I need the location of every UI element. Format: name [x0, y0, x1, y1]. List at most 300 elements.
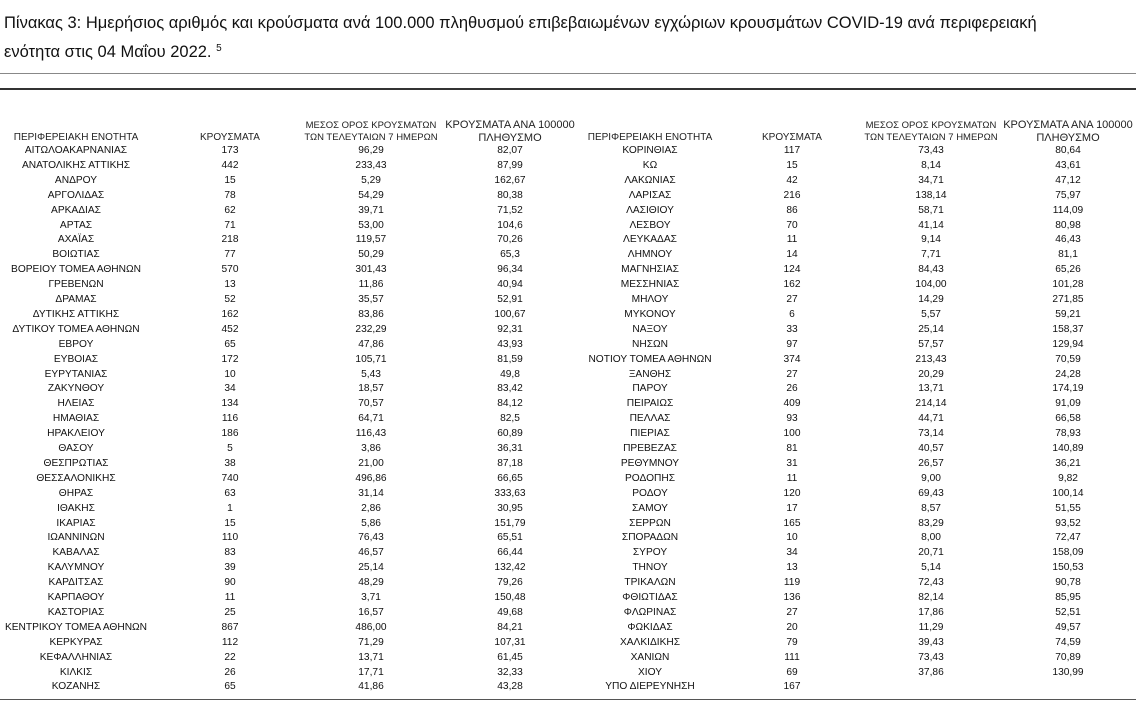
- cell-avg7-right: 7,71: [921, 249, 941, 261]
- cell-region-left: ΑΝΑΤΟΛΙΚΗΣ ΑΤΤΙΚΗΣ: [21, 159, 131, 171]
- cell-avg7-right: 8,57: [921, 502, 941, 514]
- cell-per100k-right: 78,93: [1055, 428, 1081, 440]
- cell-region-right: ΜΑΓΝΗΣΙΑΣ: [621, 264, 679, 276]
- table-header: [0, 106, 1136, 144]
- cell-cases-left: 11: [224, 592, 236, 603]
- table-row: [0, 353, 1136, 368]
- cell-avg7-left: 21,00: [358, 457, 384, 469]
- cell-cases-left: 77: [224, 249, 236, 261]
- cell-per100k-left: 32,33: [497, 666, 523, 678]
- cell-avg7-right: 213,43: [915, 353, 947, 365]
- cell-per100k-left: 87,99: [497, 159, 523, 171]
- cell-region-right: ΧΙΟΥ: [637, 666, 663, 678]
- cell-avg7-left: 76,43: [358, 532, 384, 544]
- cell-region-left: ΒΟΡΕΙΟΥ ΤΟΜΕΑ ΑΘΗΝΩΝ: [11, 264, 141, 276]
- cell-cases-left: 10: [224, 368, 236, 380]
- cell-avg7-left: 3,71: [361, 592, 381, 603]
- table-row: [0, 293, 1136, 308]
- cell-cases-right: 20: [786, 621, 798, 633]
- cell-region-right: ΦΘΙΩΤΙΔΑΣ: [622, 592, 678, 603]
- table-row: [0, 591, 1136, 606]
- cell-region-left: ΚΑΡΠΑΘΟΥ: [47, 592, 105, 603]
- cell-region-left: ΘΕΣΣΑΛΟΝΙΚΗΣ: [36, 472, 116, 484]
- cell-per100k-right: 36,21: [1055, 457, 1081, 469]
- cell-cases-left: 25: [224, 606, 236, 618]
- cell-region-right: ΜΕΣΣΗΝΙΑΣ: [620, 279, 680, 291]
- cell-per100k-left: 71,52: [497, 204, 523, 216]
- cell-cases-right: 34: [786, 547, 798, 559]
- cell-avg7-left: 301,43: [355, 264, 387, 276]
- cell-per100k-right: 47,12: [1055, 174, 1081, 186]
- table-row: [0, 368, 1136, 383]
- cell-cases-left: 218: [221, 234, 239, 246]
- cell-cases-left: 1: [227, 502, 233, 514]
- cell-per100k-right: 52,51: [1055, 606, 1081, 618]
- cell-per100k-right: 158,09: [1052, 547, 1084, 559]
- cell-cases-right: 14: [786, 249, 798, 261]
- cell-per100k-left: 36,31: [497, 443, 523, 454]
- cell-cases-right: 167: [783, 681, 801, 693]
- cell-avg7-right: 39,43: [918, 636, 944, 648]
- cell-avg7-right: 69,43: [918, 487, 944, 499]
- cell-per100k-left: 66,65: [497, 472, 523, 484]
- cell-region-right: ΠΡΕΒΕΖΑΣ: [623, 443, 677, 454]
- cell-avg7-left: 35,57: [358, 294, 384, 305]
- cell-per100k-left: 96,34: [497, 264, 523, 276]
- cell-per100k-left: 52,91: [497, 294, 523, 305]
- cell-avg7-left: 16,57: [358, 606, 384, 618]
- cell-per100k-right: 101,28: [1052, 279, 1084, 291]
- cell-cases-right: 42: [786, 174, 798, 186]
- cell-region-left: ΗΜΑΘΙΑΣ: [52, 413, 100, 425]
- cell-avg7-right: 73,43: [918, 145, 944, 156]
- table-row: [0, 576, 1136, 591]
- cell-per100k-right: 66,58: [1055, 413, 1081, 425]
- cell-cases-right: 124: [783, 264, 801, 276]
- cell-avg7-left: 39,71: [358, 204, 384, 216]
- cell-per100k-left: 66,44: [497, 547, 523, 559]
- cell-cases-left: 63: [224, 487, 236, 499]
- cell-region-right: ΠΕΙΡΑΙΩΣ: [626, 398, 674, 410]
- cell-avg7-right: 9,00: [921, 472, 941, 484]
- cell-per100k-left: 49,68: [497, 606, 523, 618]
- cell-cases-left: 452: [221, 323, 239, 335]
- cell-per100k-left: 65,51: [497, 532, 523, 544]
- cell-per100k-left: 80,38: [497, 189, 523, 201]
- table-row: [0, 308, 1136, 323]
- cell-per100k-left: 30,95: [497, 502, 523, 514]
- table-row: [0, 606, 1136, 621]
- cell-cases-right: 409: [783, 398, 801, 410]
- cell-per100k-right: 70,59: [1055, 353, 1081, 365]
- cell-region-left: ΚΑΣΤΟΡΙΑΣ: [47, 606, 105, 618]
- cell-cases-left: 15: [224, 517, 236, 529]
- cell-per100k-right: 75,97: [1055, 189, 1081, 201]
- cell-cases-left: 83: [224, 547, 236, 559]
- cell-avg7-left: 46,57: [358, 547, 384, 559]
- cell-avg7-right: [862, 680, 1000, 695]
- cell-cases-right: 162: [783, 279, 801, 291]
- cell-avg7-right: 20,29: [918, 368, 944, 380]
- cell-avg7-left: 116,43: [355, 428, 387, 440]
- cell-cases-right: 81: [786, 443, 798, 454]
- cell-per100k-left: 100,67: [494, 308, 526, 320]
- cell-avg7-left: 486,00: [355, 621, 387, 633]
- cell-avg7-right: 73,14: [918, 428, 944, 440]
- cell-region-left: ΑΧΑΪΑΣ: [57, 234, 95, 246]
- table-row: [0, 457, 1136, 472]
- cell-avg7-left: 17,71: [358, 666, 384, 678]
- cell-per100k-right: 24,28: [1055, 368, 1081, 380]
- cell-region-left: ΙΘΑΚΗΣ: [57, 502, 95, 514]
- cell-avg7-right: 57,57: [918, 338, 944, 350]
- cell-per100k-right: 43,61: [1055, 159, 1081, 171]
- cell-avg7-left: 47,86: [358, 338, 384, 350]
- cell-per100k-left: 60,89: [497, 428, 523, 440]
- cell-cases-right: 26: [786, 383, 798, 395]
- caption-text: Πίνακας 3: Ημερήσιος αριθμός και κρούσματα ανά 100.000 πληθυσμού επιβεβαιωμένων εγχώριων κρουσμάτων COVID-19 ανά περιφερειακή ενότητα στις 04 Μαΐου 2022.: [4, 14, 1037, 61]
- cell-cases-right: 17: [786, 502, 798, 514]
- cell-region-left: ΕΥΡΥΤΑΝΙΑΣ: [44, 368, 108, 380]
- cell-per100k-left: 132,42: [494, 562, 526, 574]
- cell-per100k-left: 87,18: [497, 457, 523, 469]
- cell-per100k-right: 72,47: [1055, 532, 1081, 544]
- cell-cases-right: 11: [786, 472, 798, 484]
- cell-per100k-left: 107,31: [494, 636, 526, 648]
- cell-cases-right: 165: [783, 517, 801, 529]
- cell-cases-left: 62: [224, 204, 236, 216]
- cell-cases-right: 10: [786, 532, 798, 544]
- cell-avg7-left: 232,29: [355, 323, 387, 335]
- cell-region-right: ΦΩΚΙΔΑΣ: [627, 621, 673, 633]
- cell-avg7-right: 26,57: [918, 457, 944, 469]
- cell-cases-right: 119: [783, 577, 801, 589]
- cell-region-left: ΘΑΣΟΥ: [58, 443, 94, 454]
- cell-avg7-left: 119,57: [355, 234, 387, 246]
- cell-cases-left: 38: [224, 457, 236, 469]
- table-row: [0, 561, 1136, 576]
- cell-cases-right: 100: [783, 428, 801, 440]
- cell-cases-right: 27: [786, 294, 798, 305]
- cell-region-left: ΕΥΒΟΙΑΣ: [53, 353, 99, 365]
- cell-per100k-right: 74,59: [1055, 636, 1081, 648]
- footnote-marker: 5: [216, 43, 222, 54]
- cell-per100k-right: 91,09: [1055, 398, 1081, 410]
- header-per100k-right: ΚΡΟΥΣΜΑΤΑ ΑΝΑ 100000 ΠΛΗΘΥΣΜΟ: [1003, 119, 1133, 144]
- cell-avg7-right: 20,71: [918, 547, 944, 559]
- cell-avg7-left: 48,29: [358, 577, 384, 589]
- cell-per100k-left: 43,28: [497, 681, 523, 693]
- cell-region-right: ΝΟΤΙΟΥ ΤΟΜΕΑ ΑΘΗΝΩΝ: [588, 353, 712, 365]
- cell-avg7-right: 5,57: [921, 308, 941, 320]
- table-row: [0, 338, 1136, 353]
- cell-per100k-left: 49,8: [500, 368, 520, 380]
- cell-cases-left: 162: [221, 308, 239, 320]
- cell-avg7-right: 8,14: [921, 159, 941, 171]
- cell-region-right: ΧΑΛΚΙΔΙΚΗΣ: [619, 636, 681, 648]
- cell-cases-left: 134: [221, 398, 239, 410]
- cell-avg7-right: 138,14: [915, 189, 947, 201]
- cell-avg7-right: 72,43: [918, 577, 944, 589]
- header-avg7-left: ΜΕΣΟΣ ΟΡΟΣ ΚΡΟΥΣΜΑΤΩΝ ΤΩΝ ΤΕΛΕΥΤΑΙΩΝ 7 ΗΜΕΡΩΝ: [304, 120, 438, 143]
- cell-per100k-right: 114,09: [1052, 204, 1084, 216]
- cell-avg7-left: 83,86: [358, 308, 384, 320]
- cell-region-left: ΙΚΑΡΙΑΣ: [56, 517, 96, 529]
- cell-cases-left: 112: [221, 636, 239, 648]
- cell-region-right: ΣΠΟΡΑΔΩΝ: [621, 532, 679, 544]
- cell-cases-left: 867: [221, 621, 239, 633]
- table-row: [0, 427, 1136, 442]
- cell-region-left: ΚΑΒΑΛΑΣ: [52, 547, 100, 559]
- cell-cases-left: 71: [224, 219, 236, 231]
- table-row: [0, 263, 1136, 278]
- cell-cases-left: 116: [221, 413, 239, 425]
- cell-avg7-right: 40,57: [918, 443, 944, 454]
- cell-avg7-left: 105,71: [355, 353, 387, 365]
- cell-per100k-right: 81,1: [1058, 249, 1078, 261]
- cell-cases-right: 216: [783, 189, 801, 201]
- cell-cases-right: 27: [786, 368, 798, 380]
- cell-avg7-left: 11,86: [358, 279, 384, 291]
- cell-region-right: ΠΕΛΛΑΣ: [629, 413, 671, 425]
- cell-region-right: ΦΛΩΡΙΝΑΣ: [623, 606, 677, 618]
- cell-region-right: ΠΙΕΡΙΑΣ: [630, 428, 670, 440]
- cell-region-left: ΗΡΑΚΛΕΙΟΥ: [47, 428, 105, 440]
- table-row: [0, 159, 1136, 174]
- cell-avg7-left: 5,86: [361, 517, 381, 529]
- cell-avg7-right: 17,86: [918, 606, 944, 618]
- cell-cases-left: 65: [224, 681, 236, 693]
- cell-per100k-right: 140,89: [1052, 443, 1084, 454]
- cell-region-left: ΖΑΚΥΝΘΟΥ: [47, 383, 105, 395]
- cell-cases-left: 442: [221, 159, 239, 171]
- cell-region-left: ΚΙΛΚΙΣ: [59, 666, 93, 678]
- cell-cases-right: 70: [786, 219, 798, 231]
- cell-avg7-right: 44,71: [918, 413, 944, 425]
- cell-region-right: ΤΗΝΟΥ: [632, 562, 668, 574]
- table-row: [0, 412, 1136, 427]
- cell-cases-right: 27: [786, 606, 798, 618]
- cell-cases-left: 570: [221, 264, 239, 276]
- cell-per100k-left: 82,5: [500, 413, 520, 425]
- table-row: [0, 502, 1136, 517]
- cell-avg7-right: 82,14: [918, 592, 944, 603]
- table-row: [0, 517, 1136, 532]
- cell-region-left: ΚΑΛΥΜΝΟΥ: [47, 562, 105, 574]
- cell-region-left: ΑΡΚΑΔΙΑΣ: [51, 204, 101, 216]
- cell-avg7-right: 11,29: [918, 621, 944, 633]
- cell-avg7-left: 18,57: [358, 383, 384, 395]
- cell-avg7-left: 13,71: [358, 651, 384, 663]
- cell-region-right: ΛΑΣΙΘΙΟΥ: [626, 204, 674, 216]
- cell-region-right: ΝΑΞΟΥ: [632, 323, 668, 335]
- cell-cases-left: 172: [221, 353, 239, 365]
- table-row: [0, 651, 1136, 666]
- cell-region-left: ΑΡΤΑΣ: [59, 219, 93, 231]
- table-row: [0, 546, 1136, 561]
- cell-cases-right: 374: [783, 353, 801, 365]
- cell-per100k-left: 83,42: [497, 383, 523, 395]
- cell-avg7-left: 41,86: [358, 681, 384, 693]
- cell-per100k-right: 271,85: [1052, 294, 1084, 305]
- table-row: [0, 487, 1136, 502]
- header-region-right: ΠΕΡΙΦΕΡΕΙΑΚΗ ΕΝΟΤΗΤΑ: [587, 132, 713, 143]
- cell-region-right: ΠΑΡΟΥ: [632, 383, 668, 395]
- cell-avg7-right: 13,71: [918, 383, 944, 395]
- cell-region-right: ΛΑΚΩΝΙΑΣ: [624, 174, 676, 186]
- cell-region-left: ΑΙΤΩΛΟΑΚΑΡΝΑΝΙΑΣ: [24, 145, 128, 156]
- cell-avg7-left: 96,29: [358, 145, 384, 156]
- cell-per100k-left: 104,6: [497, 219, 523, 231]
- table-row: [0, 144, 1136, 159]
- table-row: [0, 189, 1136, 204]
- table-row: [0, 204, 1136, 219]
- cell-avg7-left: 2,86: [361, 502, 381, 514]
- cell-avg7-left: 54,29: [358, 189, 384, 201]
- header-avg7-right: ΜΕΣΟΣ ΟΡΟΣ ΚΡΟΥΣΜΑΤΩΝ ΤΩΝ ΤΕΛΕΥΤΑΙΩΝ 7 ΗΜΕΡΩΝ: [864, 120, 998, 143]
- cell-avg7-right: 73,43: [918, 651, 944, 663]
- cell-region-right: ΚΟΡΙΝΘΙΑΣ: [622, 145, 678, 156]
- cell-cases-left: 39: [224, 562, 236, 574]
- cell-per100k-right: [1000, 680, 1136, 695]
- cell-cases-right: 97: [786, 338, 798, 350]
- table-top-border: [0, 88, 1136, 90]
- cell-avg7-left: 5,29: [361, 174, 381, 186]
- cell-region-right: ΡΟΔΟΥ: [632, 487, 668, 499]
- cell-cases-left: 110: [221, 532, 239, 544]
- cell-per100k-left: 151,79: [494, 517, 526, 529]
- cell-per100k-right: 80,64: [1055, 145, 1081, 156]
- cell-avg7-right: 34,71: [918, 174, 944, 186]
- table-row: [0, 174, 1136, 189]
- cell-region-left: ΘΗΡΑΣ: [58, 487, 94, 499]
- cell-per100k-left: 43,93: [497, 338, 523, 350]
- cell-avg7-left: 496,86: [355, 472, 387, 484]
- cell-region-left: ΙΩΑΝΝΙΝΩΝ: [47, 532, 105, 544]
- cell-cases-left: 52: [224, 294, 236, 305]
- table-row: [0, 397, 1136, 412]
- cell-region-left: ΓΡΕΒΕΝΩΝ: [48, 279, 104, 291]
- cell-per100k-right: 46,43: [1055, 234, 1081, 246]
- cell-per100k-left: 92,31: [497, 323, 523, 335]
- cell-avg7-left: 64,71: [358, 413, 384, 425]
- cell-cases-left: 34: [224, 383, 236, 395]
- table-row: [0, 472, 1136, 487]
- cell-avg7-left: 53,00: [358, 219, 384, 231]
- cell-avg7-right: 104,00: [915, 279, 947, 291]
- cell-cases-left: 5: [227, 443, 233, 454]
- header-cases-right: ΚΡΟΥΣΜΑΤΑ: [762, 132, 822, 143]
- cell-cases-right: 136: [783, 592, 801, 603]
- table-row: [0, 621, 1136, 636]
- cell-region-left: ΔΥΤΙΚΟΥ ΤΟΜΕΑ ΑΘΗΝΩΝ: [12, 323, 140, 335]
- cell-region-right: ΥΠΟ ΔΙΕΡΕΥΝΗΣΗ: [605, 681, 695, 693]
- table-row: [0, 442, 1136, 457]
- cell-cases-right: 120: [783, 487, 801, 499]
- cell-per100k-right: 174,19: [1052, 383, 1084, 395]
- cell-cases-right: 79: [786, 636, 798, 648]
- cell-per100k-right: 80,98: [1055, 219, 1081, 231]
- cell-per100k-right: 130,99: [1052, 666, 1084, 678]
- cell-per100k-left: 61,45: [497, 651, 523, 663]
- cell-region-right: ΧΑΝΙΩΝ: [630, 651, 670, 663]
- table-row: [0, 323, 1136, 338]
- cell-region-right: ΝΗΣΩΝ: [632, 338, 668, 350]
- cell-cases-left: 15: [224, 174, 236, 186]
- header-per100k-left: ΚΡΟΥΣΜΑΤΑ ΑΝΑ 100000 ΠΛΗΘΥΣΜΟ: [445, 119, 575, 144]
- cell-per100k-right: 70,89: [1055, 651, 1081, 663]
- cell-cases-left: 26: [224, 666, 236, 678]
- table-row: [0, 233, 1136, 248]
- cell-region-left: ΒΟΙΩΤΙΑΣ: [52, 249, 100, 261]
- cell-avg7-left: 3,86: [361, 443, 381, 454]
- table-bottom-border: [0, 699, 1136, 700]
- cell-avg7-right: 37,86: [918, 666, 944, 678]
- cell-cases-right: 69: [786, 666, 798, 678]
- table-row: [0, 636, 1136, 651]
- cell-region-left: ΑΡΓΟΛΙΔΑΣ: [47, 189, 105, 201]
- cell-cases-right: 15: [786, 159, 798, 171]
- cell-per100k-left: 82,07: [497, 145, 523, 156]
- cell-region-right: ΡΟΔΟΠΗΣ: [624, 472, 676, 484]
- cell-cases-right: 111: [784, 651, 800, 663]
- cell-avg7-right: 84,43: [918, 264, 944, 276]
- cell-region-left: ΚΕΝΤΡΙΚΟΥ ΤΟΜΕΑ ΑΘΗΝΩΝ: [4, 621, 148, 633]
- cell-per100k-right: 59,21: [1055, 308, 1081, 320]
- cell-per100k-left: 81,59: [497, 353, 523, 365]
- cell-cases-left: 173: [221, 145, 239, 156]
- cell-cases-left: 65: [224, 338, 236, 350]
- cell-per100k-right: 9,82: [1058, 472, 1078, 484]
- cell-avg7-left: 70,57: [358, 398, 384, 410]
- cell-avg7-right: 25,14: [918, 323, 944, 335]
- cell-region-right: ΣΥΡΟΥ: [632, 547, 668, 559]
- cell-avg7-right: 8,00: [921, 532, 941, 544]
- header-region-left: ΠΕΡΙΦΕΡΕΙΑΚΗ ΕΝΟΤΗΤΑ: [13, 132, 139, 143]
- cell-per100k-right: 49,57: [1055, 621, 1081, 633]
- cell-avg7-left: 31,14: [358, 487, 384, 499]
- cell-region-right: ΜΥΚΟΝΟΥ: [624, 308, 676, 320]
- cell-region-right: ΛΗΜΝΟΥ: [627, 249, 673, 261]
- cell-per100k-left: 84,12: [497, 398, 523, 410]
- table-row: [0, 219, 1136, 234]
- cell-per100k-right: 158,37: [1052, 323, 1084, 335]
- cell-per100k-left: 150,48: [494, 592, 526, 603]
- cell-region-right: ΣΕΡΡΩΝ: [629, 517, 671, 529]
- cell-avg7-left: 25,14: [358, 562, 384, 574]
- cell-per100k-left: 79,26: [497, 577, 523, 589]
- cell-region-left: ΑΝΔΡΟΥ: [54, 174, 98, 186]
- cell-cases-right: 86: [786, 204, 798, 216]
- table-row: [0, 278, 1136, 293]
- cell-avg7-left: 5,43: [361, 368, 381, 380]
- cell-region-right: ΞΑΝΘΗΣ: [628, 368, 672, 380]
- cell-region-right: ΤΡΙΚΑΛΩΝ: [624, 577, 676, 589]
- cell-cases-right: 6: [789, 308, 795, 320]
- cell-cases-right: 31: [786, 457, 798, 469]
- cell-region-left: ΚΕΦΑΛΛΗΝΙΑΣ: [39, 651, 113, 663]
- cell-region-right: ΚΩ: [642, 159, 658, 171]
- table-caption: [4, 10, 1136, 65]
- cell-per100k-right: 85,95: [1055, 592, 1081, 603]
- cell-region-right: ΛΑΡΙΣΑΣ: [628, 189, 672, 201]
- cell-cases-right: 93: [786, 413, 798, 425]
- cell-region-right: ΛΕΣΒΟΥ: [629, 219, 671, 231]
- cell-cases-left: 186: [221, 428, 239, 440]
- cell-region-right: ΣΑΜΟΥ: [632, 502, 668, 514]
- divider-top: [0, 73, 1136, 74]
- cell-per100k-right: 129,94: [1052, 338, 1084, 350]
